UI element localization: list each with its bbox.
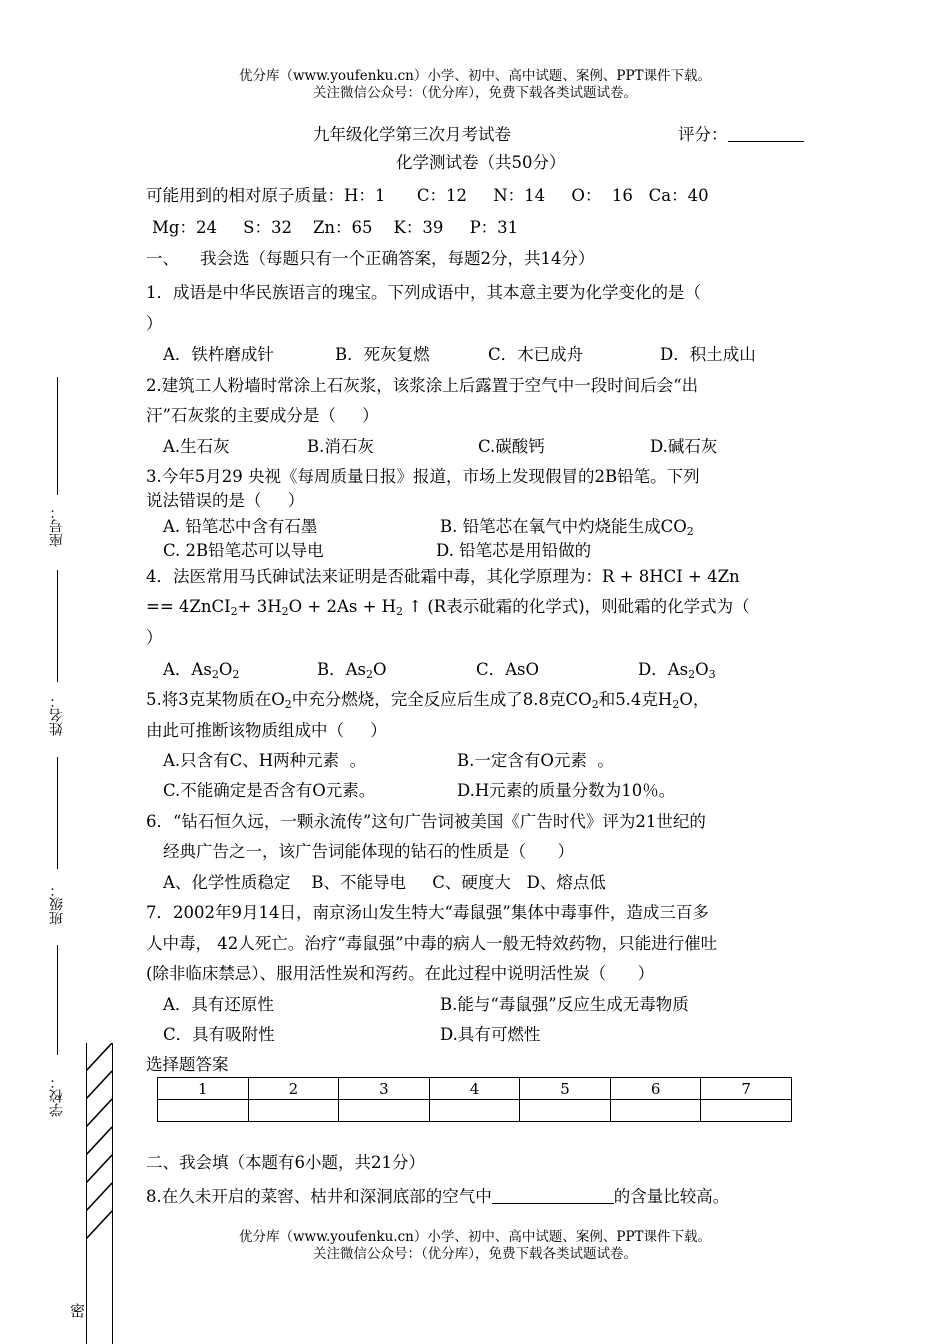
q4-a-sub-1: 2: [211, 668, 219, 681]
q1-stem-line-1: 1．成语是中华民族语言的瑰宝。下列成语中，其本意主要为化学变化的是（: [146, 283, 701, 302]
q1-option-a: A．铁杵磨成针: [163, 345, 274, 364]
answer-cell[interactable]: [429, 1100, 520, 1122]
answer-cell[interactable]: [610, 1100, 701, 1122]
q4-d-text: D．As: [638, 660, 689, 679]
q5-part-4: O，: [679, 690, 710, 709]
q4-option-d: [638, 659, 716, 686]
q5-stem-line-2: 由此可推断该物质组成中（ ）: [146, 721, 387, 740]
answer-cell[interactable]: [520, 1100, 611, 1122]
q7-stem-line-1: 7．2002年9月14日，南京汤山发生特大“毒鼠强”集体中毒事件，造成三百多: [146, 903, 709, 922]
q2-option-d: D.碱石灰: [650, 437, 718, 456]
q4-d-sub-1: 2: [688, 668, 696, 681]
q1-option-b: B．死灰复燃: [335, 345, 430, 364]
score-field: [678, 124, 804, 146]
q4-option-c: C．AsO: [476, 660, 540, 679]
q4-eq-sub-1: 2: [230, 605, 238, 618]
q2-stem-line-2: 汗”石灰浆的主要成分是（ ）: [146, 406, 379, 425]
q8-text-before: 8.在久未开启的菜窖、枯井和深洞底部的空气中: [146, 1187, 492, 1206]
q4-a-text: A．As: [163, 660, 212, 679]
answer-col-header: 7: [701, 1078, 792, 1100]
class-label: 班级：: [49, 883, 65, 925]
atomic-mass-line-2: Mg：24 S：32 Zn：65 K：39 P：31: [152, 218, 519, 237]
answer-cell[interactable]: [248, 1100, 339, 1122]
answer-cell[interactable]: [701, 1100, 792, 1122]
q3-option-d: D. 铅笔芯是用铅做的: [436, 541, 592, 560]
q1-option-d: D．积土成山: [660, 345, 756, 364]
q4-option-a: [163, 659, 239, 686]
q6-options: A、化学性质稳定 B、不能导电 C、硬度大 D、熔点低: [163, 873, 606, 892]
q4-eq-part-1: == 4ZnCI: [146, 597, 231, 616]
q4-stem-line-3: ）: [146, 628, 163, 647]
q3-stem-line-1: 3.今年5月29 央视《每周质量日报》报道，市场上发现假冒的2B铅笔。下列: [146, 467, 700, 486]
q8-text-after: 的含量比较高。: [613, 1187, 730, 1206]
q4-stem-line-2: [146, 596, 750, 623]
q2-stem-line-1: 2.建筑工人粉墙时常涂上石灰浆，该浆涂上后露置于空气中一段时间后会“出: [146, 376, 699, 395]
q5-part-2: 中充分燃烧，完全反应后生成了8.8克CO: [291, 690, 592, 709]
q3-stem-line-2: 说法错误的是（ ）: [146, 491, 305, 510]
answer-cell[interactable]: [339, 1100, 430, 1122]
name-label: 姓名：: [49, 694, 65, 736]
score-blank[interactable]: [728, 141, 804, 142]
q3-option-b-text: B. 铅笔芯在氧气中灼烧能生成CO: [440, 517, 687, 536]
q6-stem-line-2: 经典广告之一，该广告词能体现的钻石的性质是（ ）: [163, 842, 574, 861]
seal-label: 密: [70, 1302, 86, 1320]
q7-stem-line-3: (除非临床禁忌）、服用活性炭和泻药。在此过程中说明活性炭（ ）: [146, 964, 655, 983]
q4-stem-line-1: 4．法医常用马氏砷试法来证明是否砒霜中毒，其化学原理为：R + 8HCI + 4Zn: [146, 567, 740, 586]
margin-line: [57, 945, 58, 1055]
q4-a-text-2: O: [218, 660, 233, 679]
site-footer: [0, 1229, 950, 1263]
section1-heading: 一、 我会选（每题只有一个正确答案，每题2分，共14分）: [146, 249, 595, 268]
q5-option-d: D.H元素的质量分数为10％。: [457, 781, 676, 800]
answer-cell[interactable]: [158, 1100, 249, 1122]
q6-stem-line-1: 6．“钻石恒久远，一颗永流传”这句广告词被美国《广告时代》评为21世纪的: [146, 812, 706, 831]
q2-option-c: C.碳酸钙: [478, 437, 545, 456]
q5-stem-line-1: [146, 689, 709, 716]
q4-eq-sub-3: 2: [396, 605, 404, 618]
answer-col-header: 5: [520, 1078, 611, 1100]
exam-title: 九年级化学第三次月考试卷: [313, 125, 511, 144]
answer-table-input-row: [158, 1100, 792, 1122]
answer-col-header: 1: [158, 1078, 249, 1100]
q7-option-b: B.能与“毒鼠强”反应生成无毒物质: [440, 995, 689, 1014]
footer-line-2: 关注微信公众号：（优分库），免费下载各类试题试卷。: [313, 1246, 637, 1262]
q8-stem: [146, 1186, 729, 1208]
q8-answer-blank[interactable]: [492, 1203, 614, 1204]
atomic-mass-line-1: 可能用到的相对原子质量：H：1 C：12 N：14 O： 16 Ca：40: [146, 186, 709, 205]
q2-option-a: A.生石灰: [163, 437, 230, 456]
seal-line-right: [112, 1043, 113, 1344]
site-header: [0, 68, 950, 102]
q4-d-text-2: O: [695, 660, 709, 679]
q5-part-3: 和5.4克H: [598, 690, 673, 709]
answer-table-label: 选择题答案: [146, 1055, 229, 1074]
q4-eq-part-2: + 3H: [237, 597, 282, 616]
q3-option-c: C. 2B铅笔芯可以导电: [163, 541, 324, 560]
q5-part-1: 5.将3克某物质在O: [146, 690, 285, 709]
q5-option-a: A.只含有C、H两种元素 。: [163, 751, 367, 770]
answer-col-header: 3: [339, 1078, 430, 1100]
q4-eq-part-4: ↑ (R表示砒霜的化学式)，则砒霜的化学式为（: [403, 597, 750, 616]
header-line-1: 优分库（www.youfenku.cn）小学、初中、高中试题、案例、PPT课件下载。: [238, 68, 712, 84]
q7-stem-line-2: 人中毒， 42人死亡。治疗“毒鼠强”中毒的病人一般无特效药物，只能进行催吐: [146, 934, 718, 953]
q1-stem-line-2: ）: [146, 314, 163, 333]
answer-table-header-row: [158, 1078, 792, 1100]
margin-line: [57, 570, 58, 682]
q5-option-c: C.不能确定是否含有O元素。: [163, 781, 376, 800]
q3-option-b-subscript: 2: [686, 525, 694, 538]
q7-option-c: C．具有吸附性: [163, 1025, 275, 1044]
section2-heading: 二、我会填（本题有6小题，共21分）: [146, 1153, 425, 1172]
answer-col-header: 4: [429, 1078, 520, 1100]
q3-option-a: A. 铅笔芯中含有石墨: [163, 517, 318, 536]
answer-table: [157, 1077, 792, 1122]
q4-eq-part-3: O + 2As + H: [288, 597, 397, 616]
q5-sub-2: 2: [591, 698, 599, 711]
margin-line: [57, 377, 58, 495]
seat-label: 座号：: [49, 505, 65, 547]
q4-a-sub-2: 2: [232, 668, 240, 681]
q7-option-d: D.具有可燃性: [440, 1025, 541, 1044]
q3-option-b: [440, 516, 694, 543]
q4-b-sub: 2: [366, 668, 374, 681]
footer-line-1: 优分库（www.youfenku.cn）小学、初中、高中试题、案例、PPT课件下载。: [238, 1229, 712, 1245]
margin-line: [57, 757, 58, 869]
school-label: 学校：: [49, 1075, 65, 1117]
score-label: 评分：: [678, 125, 728, 144]
q4-eq-sub-2: 2: [281, 605, 289, 618]
answer-col-header: 6: [610, 1078, 701, 1100]
q2-option-b: B.消石灰: [307, 437, 374, 456]
q5-sub-1: 2: [284, 698, 292, 711]
q5-sub-3: 2: [672, 698, 680, 711]
q4-b-text: B．As: [317, 660, 367, 679]
q5-option-b: B.一定含有O元素 。: [457, 751, 614, 770]
answer-col-header: 2: [248, 1078, 339, 1100]
q1-option-c: C．木已成舟: [488, 345, 584, 364]
q4-d-sub-2: 3: [708, 668, 716, 681]
q7-option-a: A．具有还原性: [163, 995, 274, 1014]
q4-b-text-2: O: [373, 660, 387, 679]
exam-subtitle: 化学测试卷（共50分）: [396, 153, 566, 172]
seal-hatching: [86, 1043, 112, 1244]
q4-option-b: [317, 659, 387, 686]
header-line-2: 关注微信公众号：（优分库），免费下载各类试题试卷。: [313, 85, 637, 101]
